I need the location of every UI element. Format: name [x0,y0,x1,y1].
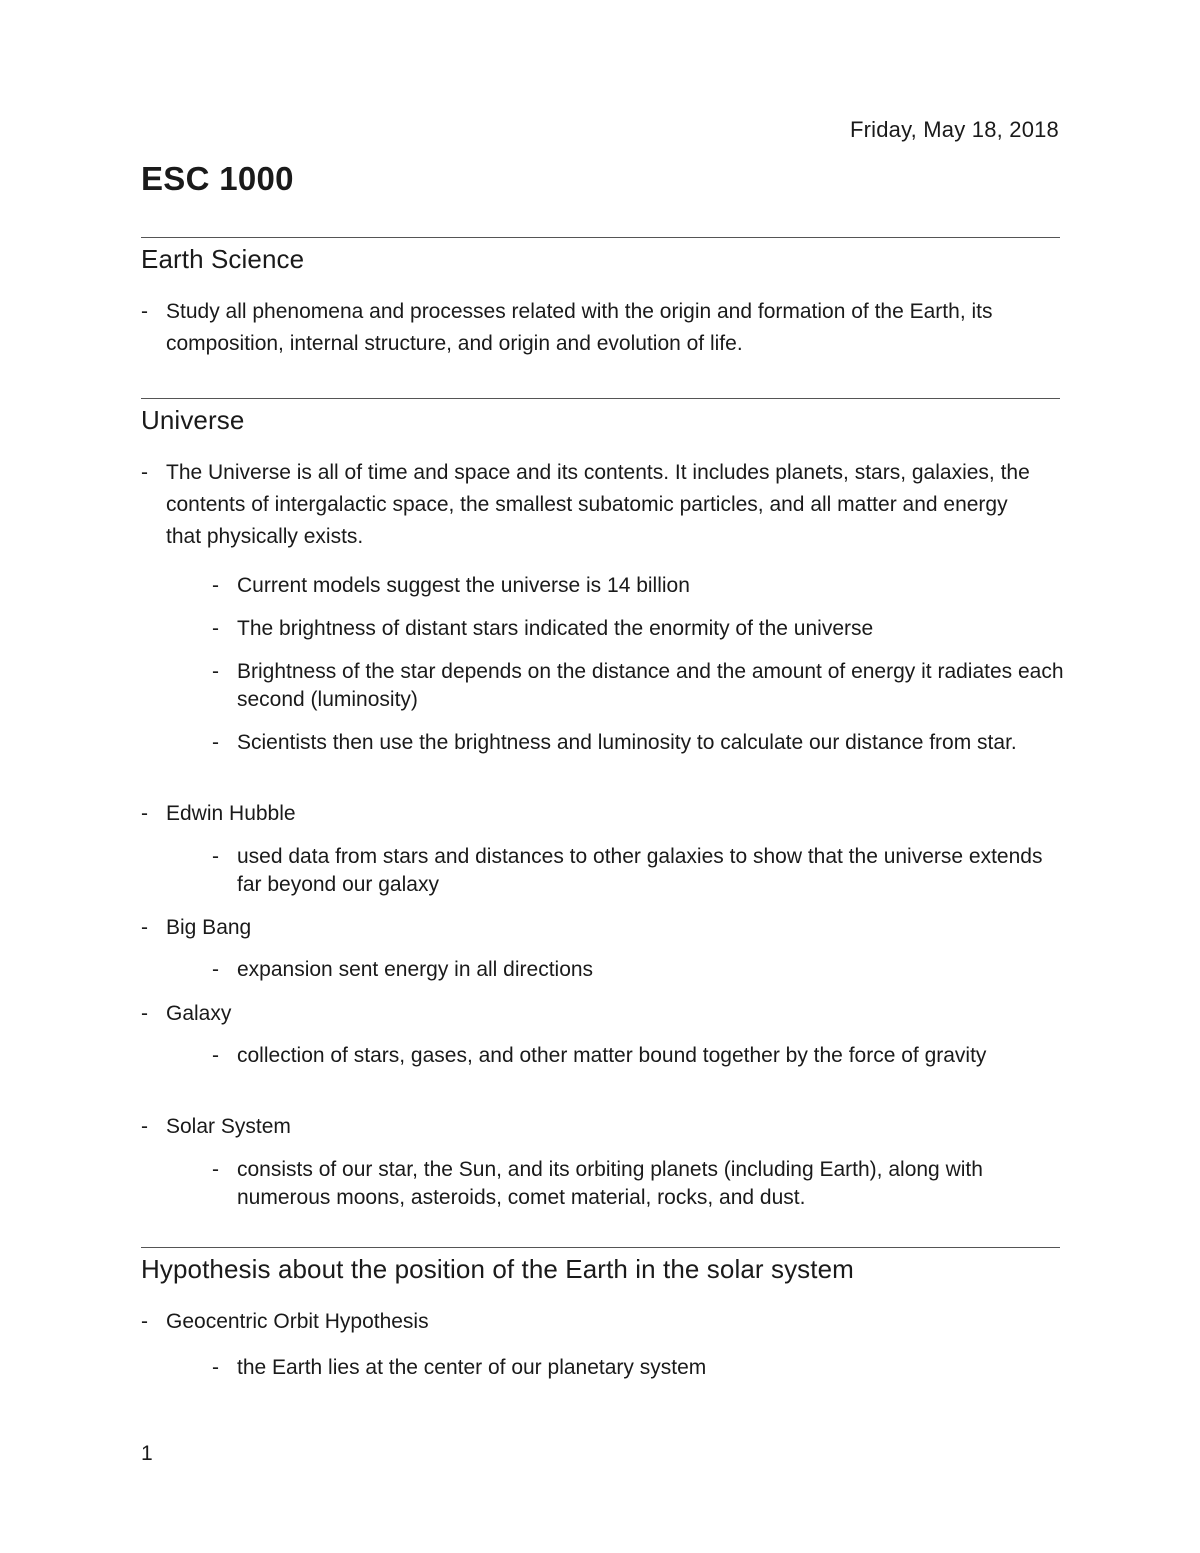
earth-science-point [141,296,1046,360]
universe-subpoint-text: Current models suggest the universe is 14 billion [237,574,690,597]
universe-subpoint [212,615,1067,643]
solar-system-item [141,1111,1046,1143]
bullet-dash: - [212,1356,219,1379]
bullet-dash: - [212,660,219,683]
universe-subpoint [212,729,1067,757]
solar-system-detail [212,1156,1067,1212]
big-bang-detail [212,956,1067,984]
geocentric-item [141,1306,1046,1338]
geocentric-detail [212,1354,1067,1382]
document-date: Friday, May 18, 2018 [849,117,1059,142]
galaxy-detail [212,1042,1067,1070]
bullet-dash: - [141,916,148,939]
bullet-dash: - [212,1158,219,1181]
geocentric-label: Geocentric Orbit Hypothesis [166,1310,429,1333]
bullet-dash: - [141,802,148,825]
bullet-dash: - [141,1310,148,1333]
page-number: 1 [141,1442,153,1465]
bullet-dash: - [141,1002,148,1025]
section-divider [141,398,1060,399]
bullet-dash: - [141,300,148,323]
bullet-dash: - [212,845,219,868]
edwin-hubble-item [141,798,1046,830]
section-divider [141,1247,1060,1248]
bullet-dash: - [212,958,219,981]
universe-subpoint-text: Scientists then use the brightness and luminosity to calculate our distance from star. [237,731,1017,754]
edwin-hubble-detail [212,843,1067,899]
universe-subpoint-text: Brightness of the star depends on the distance and the amount of energy it radiates each second (luminosity) [237,660,1064,711]
edwin-hubble-label: Edwin Hubble [166,802,296,825]
big-bang-label: Big Bang [166,916,252,939]
solar-system-label: Solar System [166,1115,291,1138]
big-bang-detail-text: expansion sent energy in all directions [237,958,594,981]
universe-definition-text: The Universe is all of time and space and its contents. It includes planets, stars, galaxies, the contents of intergalactic space, the smallest subatomic particles, and all matter and energy that physically exists. [166,461,1030,548]
edwin-hubble-detail-text: used data from stars and distances to other galaxies to show that the universe extends far beyond our galaxy [237,845,1043,896]
earth-science-heading: Earth Science [141,244,305,274]
universe-definition [141,457,1046,553]
galaxy-label: Galaxy [166,1002,232,1025]
section-divider [141,237,1060,238]
universe-heading: Universe [141,405,245,435]
bullet-dash: - [212,617,219,640]
big-bang-item [141,912,1046,944]
universe-subpoint [212,572,1067,600]
geocentric-detail-text: the Earth lies at the center of our planetary system [237,1356,707,1379]
universe-subpoint [212,658,1067,714]
bullet-dash: - [212,574,219,597]
bullet-dash: - [212,1044,219,1067]
galaxy-detail-text: collection of stars, gases, and other matter bound together by the force of gravity [237,1044,987,1067]
bullet-dash: - [141,461,148,484]
course-title: ESC 1000 [141,160,294,197]
hypothesis-heading: Hypothesis about the position of the Earth in the solar system [141,1254,854,1284]
bullet-dash: - [212,731,219,754]
galaxy-item [141,998,1046,1030]
bullet-dash: - [141,1115,148,1138]
earth-science-point-text: Study all phenomena and processes related with the origin and formation of the Earth, its composition, internal structure, and origin and evolution of life. [166,300,993,355]
universe-subpoint-text: The brightness of distant stars indicated the enormity of the universe [237,617,874,640]
solar-system-detail-text: consists of our star, the Sun, and its orbiting planets (including Earth), along with numerous moons, asteroids, comet material, rocks, and dust. [237,1158,983,1209]
